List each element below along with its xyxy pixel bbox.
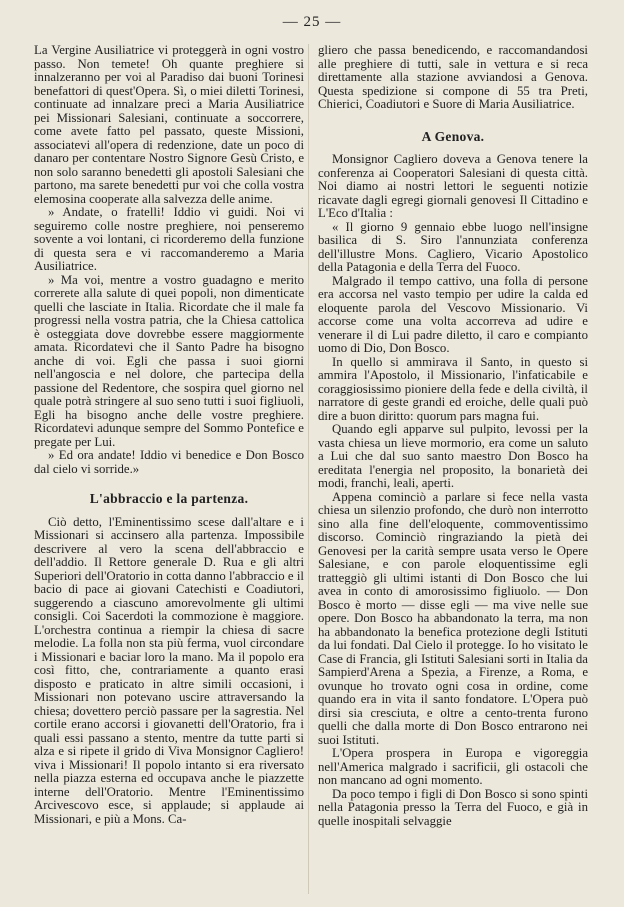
- paragraph: » Ed ora andate! Iddio vi benedice e Don Bosco dal cielo vi sorride.»: [34, 448, 304, 476]
- paragraph: Quando egli apparve sul pulpito, levossi per la vasta chiesa un lieve mormorio, era come un saluto a Lui che dal suo santo maestro Don Bosco ha ereditata l'energia nel proposito, la bonarietà dei modi, franchi, leali, aperti.: [318, 422, 588, 490]
- paragraph: » Ma voi, mentre a vostro guadagno e merito correrete alla salute di quei popoli, non dimenticate quelli che lasciate in Italia. Ricordate che il male fa progressi nella vostra patria, che la Chiesa cattolica è osteggiata dove dovrebbe essere maggiormente amata. Ricordatevi che il Santo Padre ha bisogno anche di voi. Egli che passa i suoi giorni nell'angoscia e nel dolore, che partecipa della passione del Redentore, che sospira quel giorno nel quale potrà stringere al suo seno tutti i suoi figliuoli, Egli ha bisogno anche delle vostre preghiere. Ricordatevi adunque sempre del Sommo Pontefice e pregate per Lui.: [34, 272, 304, 449]
- section-heading: A Genova.: [421, 128, 485, 144]
- paragraph: gliero che passa benedicendo, e raccomandandosi alle preghiere di tutti, sale in vettura e si reca direttamente alla stazione avviandosi a Genova. Questa spedizione si compone di 55 tra Preti, Chierici, Coadiutori e Suore di Maria Ausiliatrice.: [318, 43, 588, 111]
- paragraph: Da poco tempo i figli di Don Bosco si sono spinti nella Patagonia presso la Terra del Fuoco, e già in quelle inospitali selvaggie: [318, 786, 588, 828]
- paragraph: « Il giorno 9 gennaio ebbe luogo nell'insigne basilica di S. Siro l'annunziata conferenza dell'illustre Mons. Cagliero, Vicario Apostolico della Patagonia e della Terra del Fuoco.: [318, 219, 588, 274]
- paragraph: La Vergine Ausiliatrice vi proteggerà in ogni vostro passo. Non temete! Oh quante preghiere si innalzeranno per voi al Paradiso dai buoni Torinesi benefattori di quest'Opera. Sì, o miei diletti Torinesi, continuate ad innalzare preci a Maria Ausiliatrice pei Missionari Salesiani, continuate a soccorrere, come avete fatto pel passato, queste Missioni, associatevi all'opera di redenzione, date un poco di danaro per contentare Nostro Signore Gesù Cristo, e non solo saranno benedetti gli apostoli Salesiani che partono, ma sarete benedetti pur voi che colla vostra elemosina cooperate alla salvezza delle anime.: [34, 43, 304, 206]
- paragraph: Monsignor Cagliero doveva a Genova tenere la conferenza ai Cooperatori Salesiani di questa città. Noi diamo ai nostri lettori le seguenti notizie ricavate dagli egregi giornali genovesi Il Cittadino e L'Eco d'Italia :: [318, 152, 588, 220]
- paragraph: » Andate, o fratelli! Iddio vi guidi. Noi vi seguiremo colle nostre preghiere, noi penseremo sovente a voi lontani, ci ricorderemo della funzione di questa sera e vi raccomanderemo a Maria Ausiliatrice.: [34, 205, 304, 273]
- paragraph: Malgrado il tempo cattivo, una folla di persone era accorsa nel vasto tempio per udire la calda ed eloquente parola del Vescovo Missionario. Vi accorse come una volta accorreva ad udire e venerare il di Lui padre diletto, il caro e compianto uomo di Dio, Don Bosco.: [318, 273, 588, 355]
- left-column: [34, 44, 304, 826]
- paragraph: L'Opera prospera in Europa e vigoreggia nell'America malgrado i sacrificii, gli ostacoli che non mancano ad ogni momento.: [318, 746, 588, 787]
- right-column: [318, 44, 588, 828]
- page-number: — 25 —: [282, 14, 342, 30]
- section-heading: L'abbraccio e la partenza.: [89, 491, 249, 506]
- paragraph: Appena cominciò a parlare si fece nella vasta chiesa un silenzio profondo, che durò non interrotto sino alla fine dell'eloquente, commoventissimo discorso. Cominciò ringraziando la pietà dei Genovesi per la carità sempre usata verso le Opere Salesiane, e con parole eloquentissime egli tratteggiò gli ultimi istanti di Don Bosco che lui avea in conto di amorosissimo figliuolo. — Don Bosco è morto — disse egli — ma vive nelle sue opere. Don Bosco ha abbandonato la terra, ma non ha abbandonato la benefica protezione degli Istituti da lui fondati. Dal Cielo il protegge. Io ho visitato le Case di Francia, gli Istituti Salesiani sorti in Italia da Sampierd'Arena a Spezia, a Firenze, a Roma, e ovunque ho trovato ogni cosa in ordine, come quando era in vita il santo fondatore. L'Opera può dirsi sia cresciuta, e oltre a cento-trenta furono quelli che dalla morte di Don Bosco entrarono nei suoi Istituti.: [318, 489, 588, 747]
- column-divider: [308, 44, 309, 894]
- paragraph: In quello si ammirava il Santo, in questo si ammira l'Apostolo, il Missionario, l'infaticabile e coraggiosissimo pioniere della fede e della civiltà, il narratore di geste grandi ed eroiche, delle quali può dire a buon diritto: quorum pars magna fui.: [318, 354, 588, 423]
- paragraph: Ciò detto, l'Eminentissimo scese dall'altare e i Missionari si accinsero alla partenza. Impossibile descrivere al vero la scena dell'abbraccio e dell'addio. Il Rettore generale D. Rua e gli altri Superiori dell'Oratorio in cotta danno l'abbraccio e il bacio di pace ai giovani Catechisti e Coadiutori, suggerendo a ciascuno amorevolmente gli ultimi consigli. Coi Sacerdoti la commozione è maggiore. L'orchestra continua a riempir la chiesa di sacre melodie. La folla non sta più ferma, vuol circondare i Missionari e baciar loro la mano. Ma il popolo era così fitto, che, contrariamente a quanto erasi disposto e praticato in altre simili occasioni, i Missionari non potevano uscire attraversando la chiesa; dovettero perciò passare per la sagrestia. Nel cortile erano accorsi i giovanetti dell'Oratorio, fra i quali essi passano a stento, mentre da tutte parti si alza e si ripete il grido di Viva Monsignor Cagliero! viva i Missionari! Il popolo intanto si era riversato nella piazza esterna ed occupava anche le piazzette interne dell'Oratorio. Mentre l'Eminentissimo Arcivescovo esce, si applaude; si applaude ai Missionari, e più a Mons. Ca-: [34, 514, 304, 826]
